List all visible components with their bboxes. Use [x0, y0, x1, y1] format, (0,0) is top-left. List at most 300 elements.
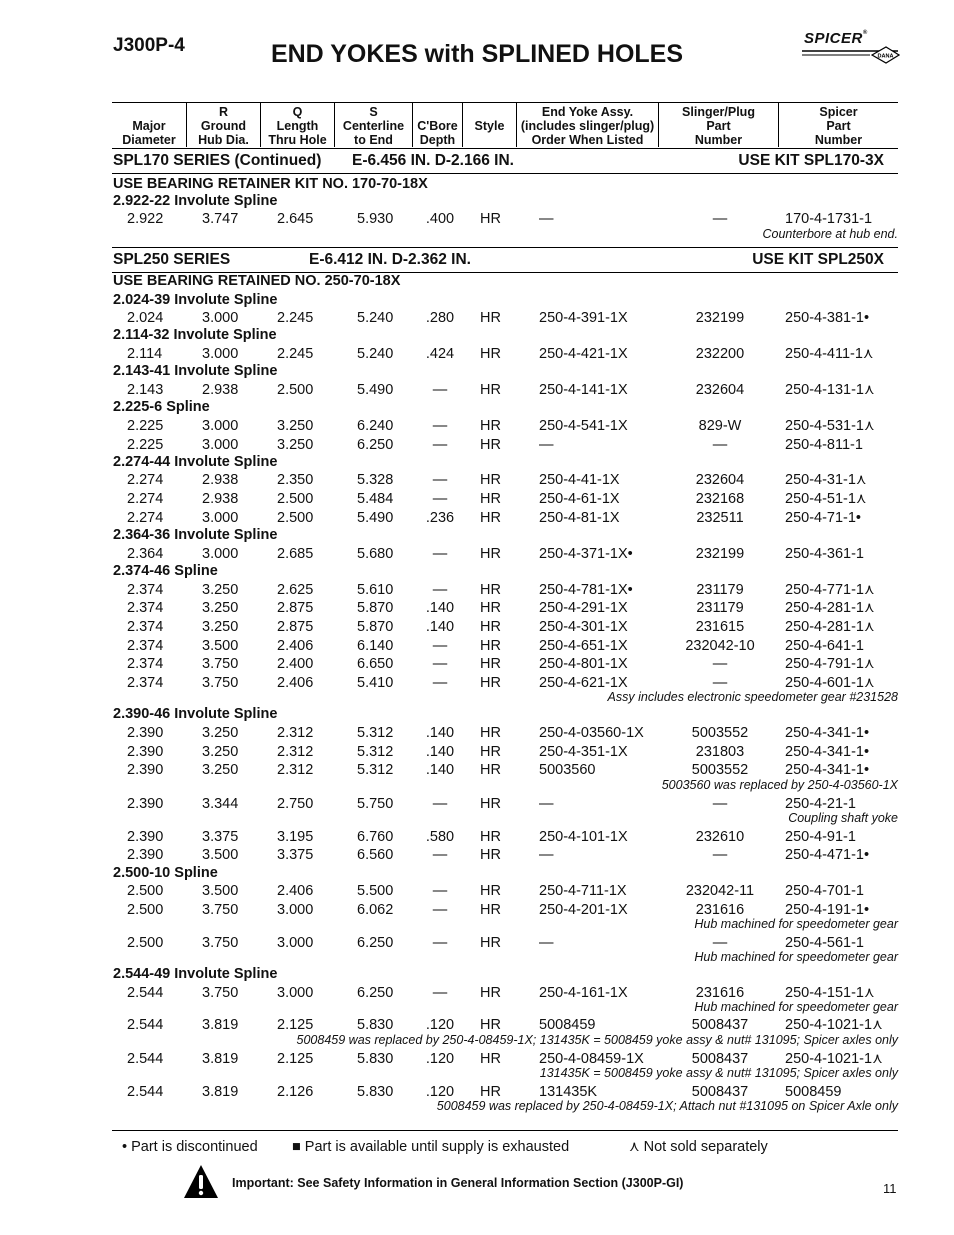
table-cell: 250-4-281-1⋏: [785, 619, 875, 635]
table-cell: 250-4-361-1: [785, 546, 864, 562]
table-cell: —: [432, 675, 448, 691]
rule: [112, 173, 898, 174]
table-cell: 170-4-1731-1: [785, 211, 873, 227]
table-cell: 232199: [695, 310, 745, 326]
table-cell: HR: [480, 619, 501, 635]
table-cell: 3.000: [277, 935, 314, 951]
table-cell: 5.490: [357, 510, 394, 526]
table-cell: 3.250: [202, 619, 239, 635]
table-cell: 5003560: [539, 762, 596, 778]
table-cell: 131435K: [539, 1084, 598, 1100]
table-cell: —: [432, 491, 448, 507]
table-cell: .140: [425, 725, 455, 741]
table-cell: 250-4-421-1X: [539, 346, 628, 362]
table-cell: 250-4-301-1X: [539, 619, 628, 635]
table-cell: 2.274: [127, 491, 164, 507]
kit-note: USE BEARING RETAINER KIT NO. 170-70-18X: [113, 176, 428, 192]
table-cell: 2.922: [127, 211, 164, 227]
table-cell: 250-4-561-1: [785, 935, 864, 951]
table-cell: 2.312: [277, 762, 314, 778]
table-cell: 250-4-131-1⋏: [785, 382, 875, 398]
table-row: [0, 656, 954, 674]
table-row: [0, 725, 954, 743]
page-title: END YOKES with SPLINED HOLES: [270, 40, 684, 68]
table-cell: 250-4-341-1•: [785, 725, 870, 741]
table-cell: HR: [480, 437, 501, 453]
table-cell: 5.312: [357, 744, 394, 760]
table-cell: 5008437: [691, 1017, 749, 1033]
table-cell: 250-4-531-1⋏: [785, 418, 875, 434]
table-cell: 232042-11: [685, 883, 755, 899]
table-cell: 2.406: [277, 638, 314, 654]
table-cell: 5.870: [357, 619, 394, 635]
table-cell: 5.830: [357, 1051, 394, 1067]
table-row: [0, 600, 954, 618]
table-row: [0, 382, 954, 400]
table-cell: —: [432, 847, 448, 863]
table-cell: HR: [480, 725, 501, 741]
table-cell: —: [432, 638, 448, 654]
row-note: 131435K = 5008459 yoke assy & nut# 131095; Spicer axles only: [539, 1066, 898, 1080]
table-cell: 5.410: [357, 675, 394, 691]
table-cell: 3.000: [202, 310, 239, 326]
table-cell: 250-4-81-1X: [539, 510, 620, 526]
table-cell: 250-4-371-1X•: [539, 546, 633, 562]
table-cell: 250-4-711-1X: [539, 883, 627, 899]
table-cell: 3.000: [202, 510, 239, 526]
table-cell: 232610: [695, 829, 745, 845]
table-cell: —: [712, 437, 728, 453]
table-cell: 232511: [696, 510, 744, 526]
table-cell: —: [432, 418, 448, 434]
table-cell: —: [432, 902, 448, 918]
footer-rule: [112, 1130, 898, 1131]
table-cell: 250-4-1021-1⋏: [785, 1051, 883, 1067]
table-cell: —: [712, 211, 728, 227]
table-cell: HR: [480, 883, 501, 899]
table-cell: HR: [480, 546, 501, 562]
table-cell: HR: [480, 582, 501, 598]
table-cell: .580: [425, 829, 455, 845]
table-row: [0, 310, 954, 328]
table-cell: HR: [480, 310, 501, 326]
spline-subheading: 2.225-6 Spline: [113, 399, 210, 415]
table-cell: 2.544: [127, 1051, 164, 1067]
table-cell: 250-4-41-1X: [539, 472, 620, 488]
table-cell: 6.250: [357, 437, 394, 453]
logo-emblem-text: DANA: [877, 53, 894, 60]
table-cell: .280: [425, 310, 455, 326]
table-cell: 250-4-61-1X: [539, 491, 620, 507]
table-cell: .120: [425, 1084, 455, 1100]
table-cell: HR: [480, 762, 501, 778]
table-cell: .424: [425, 346, 455, 362]
table-cell: 250-4-281-1⋏: [785, 600, 875, 616]
table-cell: 2.225: [127, 437, 164, 453]
legend-available: ■ Part is available until supply is exhausted: [292, 1139, 570, 1155]
table-cell: 829-W: [698, 418, 742, 434]
table-cell: 232200: [695, 346, 745, 362]
col-ground-hub: R Ground Hub Dia.: [187, 103, 261, 147]
table-cell: 3.375: [277, 847, 314, 863]
table-cell: HR: [480, 510, 501, 526]
table-cell: 5.830: [357, 1084, 394, 1100]
table-cell: 2.274: [127, 472, 164, 488]
table-cell: 5.312: [357, 725, 394, 741]
table-cell: 2.500: [277, 491, 314, 507]
table-cell: 6.240: [357, 418, 394, 434]
table-cell: .140: [425, 600, 455, 616]
table-cell: 3.375: [202, 829, 239, 845]
table-cell: —: [432, 935, 448, 951]
table-cell: 2.374: [127, 619, 164, 635]
col-major-diameter: Major Diameter: [112, 103, 187, 147]
table-cell: 3.250: [202, 762, 239, 778]
table-cell: 2.400: [277, 656, 314, 672]
table-cell: 5.610: [357, 582, 394, 598]
table-cell: HR: [480, 211, 501, 227]
col-slinger: Slinger/Plug Part Number: [659, 103, 779, 147]
table-cell: 2.500: [277, 510, 314, 526]
table-cell: 250-4-151-1⋏: [785, 985, 875, 1001]
table-row: [0, 619, 954, 637]
table-cell: 3.250: [202, 600, 239, 616]
table-cell: —: [432, 883, 448, 899]
table-cell: 2.390: [127, 847, 164, 863]
table-row: [0, 883, 954, 901]
safety-note: Important: See Safety Information in General Information Section (J300P-GI): [232, 1176, 684, 1190]
table-cell: 250-4-341-1•: [785, 744, 870, 760]
table-cell: 5003552: [691, 725, 749, 741]
table-cell: 5.484: [357, 491, 394, 507]
spline-subheading: 2.024-39 Involute Spline: [113, 292, 278, 308]
table-cell: 2.374: [127, 656, 164, 672]
table-cell: HR: [480, 656, 501, 672]
table-cell: 250-4-411-1⋏: [785, 346, 874, 362]
table-cell: 3.250: [277, 418, 314, 434]
table-cell: 231803: [695, 744, 745, 760]
row-note: 5003560 was replaced by 250-4-03560-1X: [661, 778, 898, 792]
table-cell: .140: [425, 762, 455, 778]
table-cell: 2.625: [277, 582, 314, 598]
table-cell: 231615: [695, 619, 745, 635]
col-length: Q Length Thru Hole: [261, 103, 335, 147]
table-cell: 6.250: [357, 985, 394, 1001]
table-cell: 5.830: [357, 1017, 394, 1033]
table-cell: 250-4-51-1⋏: [785, 491, 867, 507]
spline-subheading: 2.922-22 Involute Spline: [113, 193, 278, 209]
header-bottom-rule: [112, 148, 898, 149]
table-cell: .120: [425, 1051, 455, 1067]
logo-reg: ®: [862, 30, 868, 36]
table-row: [0, 491, 954, 509]
table-cell: 5.500: [357, 883, 394, 899]
table-cell: 2.374: [127, 600, 164, 616]
table-cell: 2.390: [127, 796, 164, 812]
table-cell: 250-4-191-1•: [785, 902, 870, 918]
table-cell: 5.328: [357, 472, 394, 488]
table-cell: —: [712, 656, 728, 672]
table-cell: 2.406: [277, 883, 314, 899]
table-cell: HR: [480, 1051, 501, 1067]
table-cell: 2.500: [127, 902, 164, 918]
row-note: 5008459 was replaced by 250-4-08459-1X; Attach nut #131095 on Spicer Axle only: [436, 1099, 898, 1113]
table-cell: 231616: [695, 985, 745, 1001]
table-cell: 231616: [695, 902, 745, 918]
table-cell: 250-4-341-1•: [785, 762, 870, 778]
table-cell: 3.250: [202, 582, 239, 598]
table-cell: HR: [480, 829, 501, 845]
table-cell: 2.390: [127, 762, 164, 778]
table-cell: 2.274: [127, 510, 164, 526]
table-cell: 6.760: [357, 829, 394, 845]
table-cell: 250-4-21-1: [785, 796, 856, 812]
table-row: [0, 472, 954, 490]
table-cell: 232604: [695, 472, 745, 488]
table-cell: 232199: [695, 546, 745, 562]
table-cell: 232042-10: [685, 638, 755, 654]
row-note: Hub machined for speedometer gear: [694, 950, 898, 964]
table-cell: HR: [480, 1084, 501, 1100]
table-cell: 2.114: [127, 346, 163, 362]
table-cell: —: [539, 211, 554, 227]
table-row: [0, 582, 954, 600]
table-cell: 5003552: [691, 762, 749, 778]
kit-note: USE BEARING RETAINED NO. 250-70-18X: [113, 273, 401, 289]
table-cell: 5008437: [691, 1051, 749, 1067]
table-cell: 2.390: [127, 725, 164, 741]
table-cell: .400: [425, 211, 455, 227]
table-cell: 250-4-391-1X: [539, 310, 628, 326]
table-cell: 2.500: [127, 883, 164, 899]
table-cell: .236: [425, 510, 455, 526]
table-cell: —: [432, 582, 448, 598]
table-cell: 250-4-811-1: [785, 437, 863, 453]
col-centerline: S Centerline to End: [335, 103, 413, 147]
table-cell: HR: [480, 744, 501, 760]
table-cell: 3.819: [202, 1084, 239, 1100]
table-cell: 2.225: [127, 418, 164, 434]
row-note: Assy includes electronic speedometer gear #231528: [607, 690, 898, 704]
table-cell: HR: [480, 847, 501, 863]
table-cell: HR: [480, 902, 501, 918]
table-cell: 2.126: [277, 1084, 314, 1100]
spline-subheading: 2.390-46 Involute Spline: [113, 706, 278, 722]
table-cell: —: [432, 472, 448, 488]
table-cell: 2.312: [277, 725, 314, 741]
legend-not-sold: ⋏ Not sold separately: [629, 1139, 768, 1155]
spicer-logo: [800, 28, 900, 74]
table-cell: 250-4-08459-1X: [539, 1051, 644, 1067]
table-cell: —: [539, 935, 554, 951]
table-row: [0, 638, 954, 656]
table-cell: 2.875: [277, 619, 314, 635]
table-cell: 3.500: [202, 883, 239, 899]
spline-subheading: 2.114-32 Involute Spline: [113, 327, 277, 343]
table-cell: 3.500: [202, 638, 239, 654]
table-cell: 2.245: [277, 346, 314, 362]
table-cell: 2.500: [127, 935, 164, 951]
table-cell: 6.560: [357, 847, 394, 863]
table-row: [0, 437, 954, 455]
table-cell: 2.544: [127, 985, 164, 1001]
table-cell: 2.350: [277, 472, 314, 488]
row-note: 5008459 was replaced by 250-4-08459-1X; 131435K = 5008459 yoke assy & nut# 131095; Spicer axles only: [296, 1033, 898, 1047]
table-cell: 250-4-701-1: [785, 883, 864, 899]
table-cell: HR: [480, 346, 501, 362]
table-cell: 2.024: [127, 310, 164, 326]
table-cell: 5.930: [357, 211, 394, 227]
table-cell: 3.000: [277, 902, 314, 918]
table-cell: 2.938: [202, 382, 239, 398]
table-cell: 6.062: [357, 902, 394, 918]
table-cell: 250-4-101-1X: [539, 829, 628, 845]
row-note: Counterbore at hub end.: [762, 227, 898, 241]
table-cell: HR: [480, 491, 501, 507]
table-cell: 3.000: [202, 546, 239, 562]
table-cell: —: [539, 437, 554, 453]
table-cell: 3.750: [202, 902, 239, 918]
col-end-yoke: End Yoke Assy. (includes slinger/plug) Order When Listed: [517, 103, 659, 147]
table-cell: 2.750: [277, 796, 314, 812]
table-cell: —: [539, 847, 554, 863]
table-cell: 250-4-471-1•: [785, 847, 870, 863]
table-cell: HR: [480, 382, 501, 398]
table-row: [0, 829, 954, 847]
table-cell: 250-4-771-1⋏: [785, 582, 875, 598]
table-cell: —: [712, 796, 728, 812]
table-cell: 250-4-201-1X: [539, 902, 628, 918]
table-cell: 250-4-801-1X: [539, 656, 628, 672]
table-cell: —: [432, 985, 448, 1001]
table-cell: 6.650: [357, 656, 394, 672]
table-cell: 2.364: [127, 546, 164, 562]
table-cell: 2.390: [127, 744, 164, 760]
table-cell: 5.490: [357, 382, 394, 398]
table-cell: 3.750: [202, 935, 239, 951]
table-cell: HR: [480, 418, 501, 434]
table-cell: 2.938: [202, 491, 239, 507]
table-cell: 250-4-601-1⋏: [785, 675, 875, 691]
table-cell: 5008437: [691, 1084, 749, 1100]
table-cell: —: [712, 847, 728, 863]
table-cell: 2.406: [277, 675, 314, 691]
table-row: [0, 546, 954, 564]
spline-subheading: 2.274-44 Involute Spline: [113, 454, 278, 470]
table-cell: 3.000: [202, 437, 239, 453]
table-cell: 6.250: [357, 935, 394, 951]
table-cell: 3.250: [202, 725, 239, 741]
table-cell: 2.544: [127, 1084, 164, 1100]
table-cell: 3.000: [277, 985, 314, 1001]
table-cell: HR: [480, 600, 501, 616]
table-cell: .120: [425, 1017, 455, 1033]
table-row: [0, 418, 954, 436]
table-cell: 232168: [695, 491, 745, 507]
table-cell: 250-4-641-1: [785, 638, 864, 654]
table-cell: HR: [480, 638, 501, 654]
table-cell: 2.374: [127, 675, 164, 691]
table-cell: 231179: [696, 600, 744, 616]
table-cell: 5.240: [357, 346, 394, 362]
table-cell: 2.374: [127, 582, 164, 598]
table-cell: 3.819: [202, 1051, 239, 1067]
table-row: [0, 346, 954, 364]
table-cell: 250-4-91-1: [785, 829, 856, 845]
spline-subheading: 2.544-49 Involute Spline: [113, 966, 278, 982]
table-cell: HR: [480, 675, 501, 691]
table-cell: 250-4-141-1X: [539, 382, 628, 398]
table-cell: HR: [480, 796, 501, 812]
col-cbore: C'Bore Depth: [413, 103, 463, 147]
table-cell: 5.312: [357, 762, 394, 778]
rule: [112, 247, 898, 248]
table-cell: 250-4-1021-1⋏: [785, 1017, 883, 1033]
table-cell: 250-4-621-1X: [539, 675, 628, 691]
table-cell: 2.125: [277, 1051, 314, 1067]
table-cell: 2.245: [277, 310, 314, 326]
table-cell: 3.750: [202, 656, 239, 672]
table-cell: 3.750: [202, 675, 239, 691]
table-cell: 2.390: [127, 829, 164, 845]
table-cell: 2.685: [277, 546, 314, 562]
table-row: [0, 847, 954, 865]
table-cell: 2.143: [127, 382, 164, 398]
table-cell: 3.000: [202, 346, 239, 362]
row-note: Hub machined for speedometer gear: [694, 1000, 898, 1014]
table-cell: 3.747: [202, 211, 239, 227]
table-cell: 250-4-541-1X: [539, 418, 628, 434]
table-cell: .140: [425, 744, 455, 760]
table-cell: HR: [480, 1017, 501, 1033]
table-cell: —: [432, 437, 448, 453]
col-spicer-part: Spicer Part Number: [814, 105, 863, 147]
spline-subheading: 2.374-46 Spline: [113, 563, 218, 579]
page-number: 11: [883, 1181, 897, 1196]
table-cell: 5008459: [785, 1084, 842, 1100]
table-cell: —: [432, 382, 448, 398]
table-cell: .140: [425, 619, 455, 635]
table-cell: 2.125: [277, 1017, 314, 1033]
legend-discontinued: • Part is discontinued: [122, 1139, 258, 1155]
table-cell: 2.374: [127, 638, 164, 654]
row-note: Hub machined for speedometer gear: [694, 917, 898, 931]
row-note: Coupling shaft yoke: [788, 811, 898, 825]
table-cell: 250-4-791-1⋏: [785, 656, 875, 672]
table-cell: 5.750: [357, 796, 394, 812]
table-cell: HR: [480, 472, 501, 488]
table-cell: 250-4-31-1⋏: [785, 472, 867, 488]
table-cell: 3.250: [277, 437, 314, 453]
table-cell: 5008459: [539, 1017, 596, 1033]
table-cell: —: [432, 796, 448, 812]
table-cell: 2.312: [277, 744, 314, 760]
table-cell: 3.000: [202, 418, 239, 434]
table-cell: 2.645: [277, 211, 314, 227]
table-cell: 5.240: [357, 310, 394, 326]
table-cell: 3.250: [202, 744, 239, 760]
table-cell: 231179: [696, 582, 744, 598]
table-cell: 6.140: [357, 638, 394, 654]
table-cell: —: [712, 935, 728, 951]
table-cell: 250-4-381-1•: [785, 310, 870, 326]
table-cell: 250-4-651-1X: [539, 638, 628, 654]
table-cell: —: [432, 656, 448, 672]
table-cell: 250-4-71-1•: [785, 510, 862, 526]
table-cell: 3.195: [277, 829, 314, 845]
table-cell: 2.938: [202, 472, 239, 488]
table-cell: 3.819: [202, 1017, 239, 1033]
